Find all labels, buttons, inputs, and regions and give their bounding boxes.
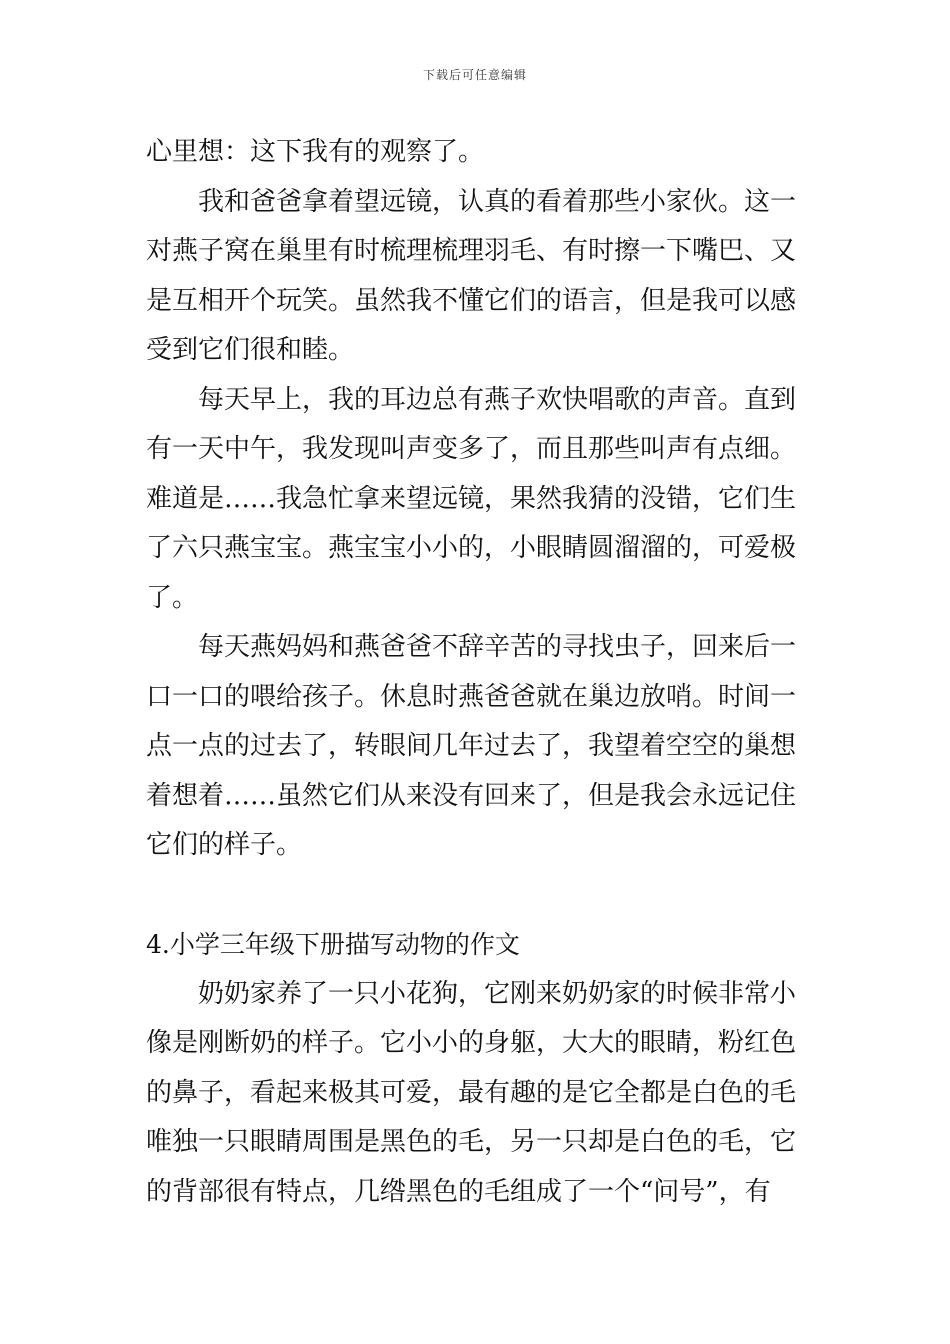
paragraph-line: 心里想：这下我有的观察了。 xyxy=(146,137,485,167)
paragraph-line: 我和爸爸拿着望远镜，认真的看着那些小家伙。这一 xyxy=(198,186,797,217)
paragraph-line: 受到它们很和睦。 xyxy=(146,335,355,365)
paragraph-line: 口一口的喂给孩子。休息时燕爸爸就在巢边放哨。时间一 xyxy=(146,681,797,712)
section-spacer xyxy=(146,871,808,921)
paragraph-line: 了六只燕宝宝。燕宝宝小小的，小眼睛圆溜溜的，可爱极 xyxy=(146,533,797,563)
paragraph-line: 是互相开个玩笑。虽然我不懂它们的语言，但是我可以感 xyxy=(146,285,797,316)
document-body xyxy=(146,128,808,1217)
paragraph-line: 每天早上，我的耳边总有燕子欢快唱歌的声音。直到 xyxy=(198,384,797,415)
paragraph-line: 奶奶家养了一只小花狗，它刚来奶奶家的时候非常小 xyxy=(198,978,797,1009)
paragraph-line: 像是刚断奶的样子。它小小的身躯，大大的眼睛，粉红色 xyxy=(146,1028,797,1058)
paragraph-line: 唯独一只眼睛周围是黑色的毛，另一只却是白色的毛，它 xyxy=(146,1127,797,1157)
paragraph-line: 着想着……虽然它们从来没有回来了，但是我会永远记住 xyxy=(146,780,797,811)
paragraph-line: 每天燕妈妈和燕爸爸不辞辛苦的寻找虫子，回来后一 xyxy=(198,632,797,662)
paragraph-line: 的鼻子，看起来极其可爱，最有趣的是它全都是白色的毛 xyxy=(146,1077,797,1108)
paragraph-line: 的背部很有特点，几绺黑色的毛组成了一个“问号”，有 xyxy=(146,1176,771,1207)
paragraph-line: 对燕子窝在巢里有时梳理梳理羽毛、有时擦一下嘴巴、又 xyxy=(146,236,797,266)
paragraph-line: 难道是……我急忙拿来望远镜，果然我猜的没错，它们生 xyxy=(146,483,797,514)
paragraph-line: 有一天中午，我发现叫声变多了，而且那些叫声有点细。 xyxy=(146,434,797,464)
section-heading: 4.小学三年级下册描写动物的作文 xyxy=(146,930,520,959)
paragraph-line: 点一点的过去了，转眼间几年过去了，我望着空空的巢想 xyxy=(146,731,797,761)
paragraph-line: 它们的样子。 xyxy=(146,830,303,860)
page-header-note: 下载后可任意编辑 xyxy=(422,68,527,82)
paragraph-line: 了。 xyxy=(146,582,199,613)
